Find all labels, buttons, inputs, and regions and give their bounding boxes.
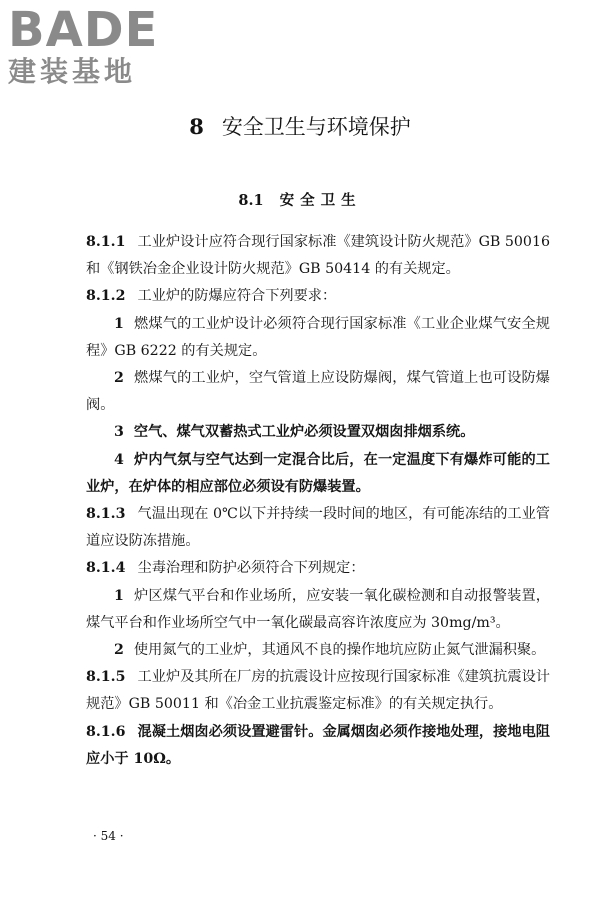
item-number: 2 [114,642,124,659]
section-number: 8.1 [238,192,264,209]
clause-text: 工业炉的防爆应符合下列要求： [137,288,337,305]
clause-8-1-2 [86,283,550,310]
section-title-text: 安全卫生 [279,192,362,209]
chapter-title [0,113,600,141]
page-number: · 54 · [93,829,124,843]
clause-text: 混凝土烟囱必须设置避雷针。金属烟囱必须作接地处理，接地电阻应小于 10Ω。 [86,723,550,767]
section-title [0,190,600,212]
clause-8-1-4 [86,555,550,582]
item-number: 4 [114,451,124,468]
item-text: 空气、煤气双蓄热式工业炉必须设置双烟囱排烟系统。 [133,424,475,441]
clause-number: 8.1.4 [86,560,126,577]
item-number: 3 [114,424,124,441]
clause-8-1-2-item-3 [86,419,550,446]
clause-text: 气温出现在 0℃以下并持续一段时间的地区，有可能冻结的工业管道应设防冻措施。 [86,506,550,550]
clause-text: 尘毒治理和防护必须符合下列规定： [137,560,365,577]
item-number: 2 [114,370,124,387]
logo-wordmark: BADE [8,2,159,58]
clause-number: 8.1.1 [86,234,126,250]
item-text: 炉内气氛与空气达到一定混合比后，在一定温度下有爆炸可能的工业炉，在炉体的相应部位必须设有防爆装置。 [86,451,550,495]
clause-8-1-2-item-1 [86,311,550,365]
item-text: 燃煤气的工业炉，空气管道上应设防爆阀，煤气管道上也可设防爆阀。 [86,370,550,414]
clause-number: 8.1.2 [86,288,126,305]
bade-logo [8,2,178,96]
clause-text: 工业炉设计应符合现行国家标准《建筑设计防火规范》GB 50016 和《钢铁冶金企业设计防火规范》GB 50414 的有关规定。 [86,234,550,278]
clause-number: 8.1.3 [86,506,126,523]
logo-subtitle: 建装基地 [8,55,137,88]
chapter-number: 8 [189,114,204,139]
clause-8-1-2-item-2 [86,365,550,419]
clause-8-1-2-item-4 [86,447,550,501]
clause-8-1-4-item-2 [86,637,550,664]
clause-8-1-4-item-1 [86,583,550,637]
item-text: 炉区煤气平台和作业场所，应安装一氧化碳检测和自动报警装置，煤气平台和作业场所空气中一氧化碳最高容许浓度应为 30mg/m³。 [86,587,550,631]
clause-text: 工业炉及其所在厂房的抗震设计应按现行国家标准《建筑抗震设计规范》GB 50011 和《冶金工业抗震鉴定标准》的有关规定执行。 [86,669,550,713]
item-number: 1 [114,315,124,332]
document-body [86,229,550,773]
clause-8-1-1 [86,229,550,283]
clause-8-1-3 [86,501,550,555]
clause-number: 8.1.6 [86,723,126,740]
clause-8-1-6 [86,719,550,773]
clause-number: 8.1.5 [86,669,126,686]
item-text: 使用氮气的工业炉，其通风不良的操作地坑应防止氮气泄漏积聚。 [133,642,546,659]
chapter-title-text: 安全卫生与环境保护 [221,115,411,139]
item-number: 1 [114,587,124,604]
item-text: 燃煤气的工业炉设计必须符合现行国家标准《工业企业煤气安全规程》GB 6222 的有关规定。 [86,315,550,359]
clause-8-1-5 [86,664,550,718]
